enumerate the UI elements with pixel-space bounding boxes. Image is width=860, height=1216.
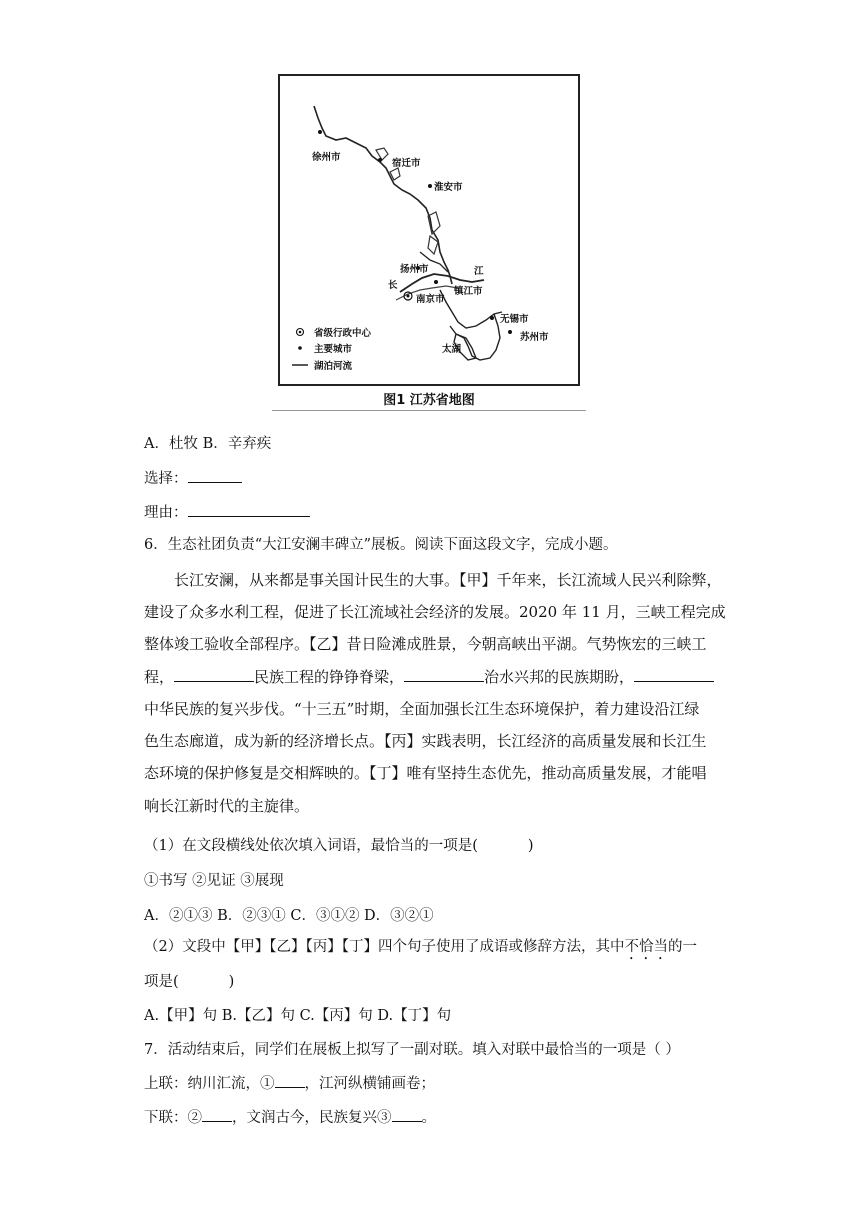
caption-divider bbox=[272, 410, 586, 411]
city-label-xuzhou: 徐州市 bbox=[312, 152, 341, 163]
legend-capital: 省级行政中心 bbox=[314, 328, 372, 339]
q6-p4-part-c: 治水兴邦的民族期盼， bbox=[484, 668, 635, 686]
label-chang: 长 bbox=[388, 280, 398, 291]
q6-sub2-stem-line2 bbox=[144, 972, 234, 992]
q7-stem: 7．活动结束后，同学们在展板上拟写了一副对联。填入对联中最恰当的一项是（ ） bbox=[144, 1042, 680, 1058]
q7-blank-2[interactable] bbox=[202, 1121, 232, 1122]
city-label-wuxi: 无锡市 bbox=[500, 314, 529, 325]
map-drawing bbox=[280, 76, 578, 384]
q7-upper-couplet bbox=[144, 1074, 435, 1094]
q6-intro: 6．生态社团负责“大江安澜丰碑立”展板。阅读下面这段文字，完成小题。 bbox=[144, 537, 618, 553]
city-label-huaian: 淮安市 bbox=[434, 182, 463, 193]
q5-reason-blank[interactable] bbox=[188, 516, 310, 517]
q5-reason-label: 理由： bbox=[144, 505, 188, 521]
q6-sub2-stem-b: 的一 bbox=[667, 939, 697, 955]
q6-para-line-8: 响长江新时代的主旋律。 bbox=[144, 797, 310, 815]
q6-para-line-3: 整体竣工验收全部程序。【乙】昔日险滩成胜景，今朝高峡出平湖。气势恢宏的三峡工 bbox=[144, 635, 707, 653]
city-label-suqian: 宿迁市 bbox=[392, 158, 421, 169]
q6-sub1-stem-text: （1）在文段横线处依次填入词语，最恰当的一项是( bbox=[144, 838, 478, 854]
q5-choice-blank[interactable] bbox=[188, 482, 242, 483]
map-caption: 图1 江苏省地图 bbox=[383, 393, 475, 408]
city-label-nanjing: 南京市 bbox=[416, 294, 445, 305]
q7-upper-b: ，江河纵横铺画卷； bbox=[304, 1076, 435, 1092]
q7-lower-b: ，文润古今，民族复兴③ bbox=[232, 1110, 392, 1126]
q6-para-line-6: 色生态廊道，成为新的经济增长点。【丙】实践表明，长江经济的高质量发展和长江生 bbox=[144, 732, 707, 750]
jiangsu-map bbox=[278, 74, 580, 386]
q5-options: A．杜牧 B．辛弃疾 bbox=[144, 436, 272, 452]
q6-para-line-4 bbox=[144, 667, 718, 687]
q6-sub2-close: ) bbox=[228, 974, 235, 990]
q6-sub2-options: A.【甲】句 B.【乙】句 C.【丙】句 D.【丁】句 bbox=[144, 1008, 452, 1024]
q6-blank-2[interactable] bbox=[404, 681, 484, 682]
q7-lower-c: 。 bbox=[421, 1110, 436, 1126]
legend-city: 主要城市 bbox=[314, 344, 353, 355]
city-label-suzhou: 苏州市 bbox=[520, 332, 549, 343]
city-label-zhenjiang: 镇江市 bbox=[454, 286, 483, 297]
q6-blank-1[interactable] bbox=[174, 681, 254, 682]
q6-para-line-1: 长江安澜，从来都是事关国计民生的大事。【甲】千年来，长江流域人民兴利除弊， bbox=[174, 571, 722, 589]
q6-sub1-close: ) bbox=[527, 838, 534, 854]
legend-river: 湖泊河流 bbox=[314, 361, 353, 372]
q7-blank-1[interactable] bbox=[275, 1087, 305, 1088]
q7-lower-a: 下联：② bbox=[144, 1110, 202, 1126]
q5-choice-line bbox=[144, 469, 242, 489]
label-taihu: 太湖 bbox=[442, 344, 462, 355]
q6-para-line-7: 态环境的保护修复是交相辉映的。【丁】唯有坚持生态优先，推动高质量发展，才能唱 bbox=[144, 764, 707, 782]
q6-p4-part-a: 程， bbox=[144, 668, 175, 686]
grand-canal-line bbox=[314, 106, 452, 284]
q6-sub1-words: ①书写 ②见证 ③展现 bbox=[144, 873, 284, 889]
q6-p4-part-b: 民族工程的铮铮脊梁， bbox=[254, 668, 405, 686]
label-jiang: 江 bbox=[474, 266, 484, 277]
q6-sub2-stem-c: 项是( bbox=[144, 974, 179, 990]
city-label-yangzhou: 扬州市 bbox=[400, 264, 429, 275]
q7-upper-a: 上联：纳川汇流，① bbox=[144, 1076, 275, 1092]
q7-lower-couplet bbox=[144, 1108, 436, 1128]
q6-sub2-stem-a: （2）文段中【甲】【乙】【丙】【丁】四个句子使用了成语或修辞方法，其中 bbox=[144, 939, 625, 955]
q5-choice-label: 选择： bbox=[144, 471, 188, 487]
q6-para-line-2: 建设了众多水利工程，促进了长江流域社会经济的发展。2020 年 11 月，三峡工程完成 bbox=[144, 603, 726, 621]
q6-sub2-emphasis: 不恰当 bbox=[624, 939, 668, 955]
q6-sub1-options: A．②①③ B．②③① C．③①② D．③②① bbox=[144, 908, 434, 924]
q7-blank-3[interactable] bbox=[392, 1121, 422, 1122]
q6-blank-3[interactable] bbox=[634, 681, 714, 682]
q6-sub1-stem bbox=[144, 836, 534, 856]
q5-reason-line bbox=[144, 503, 310, 523]
q6-sub2-stem bbox=[144, 937, 697, 963]
q6-para-line-5: 中华民族的复兴步伐。“十三五”时期，全面加强长江生态环境保护，着力建设沿江绿 bbox=[144, 700, 700, 718]
map-legend bbox=[292, 327, 372, 372]
